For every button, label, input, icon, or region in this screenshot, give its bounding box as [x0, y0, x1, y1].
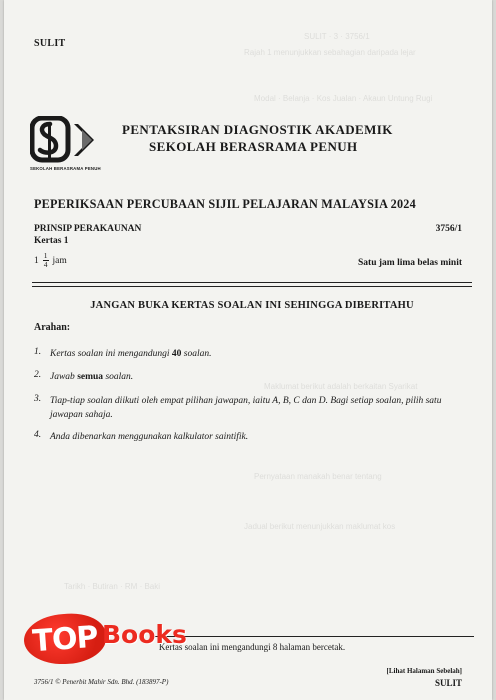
instruction-bold: 40	[171, 349, 182, 359]
subject-name: PRINSIP PERAKAUNAN	[34, 224, 142, 234]
instruction-number: 4.	[34, 430, 42, 440]
topbooks-watermark	[4, 606, 194, 676]
divider-top	[32, 282, 472, 283]
instruction-number: 3.	[34, 394, 42, 404]
instruction-item	[34, 394, 450, 422]
next-page-note: [Lihat Halaman Sebelah]	[386, 667, 462, 675]
instruction-text: Jawab	[50, 372, 78, 382]
logo-caption: SEKOLAH BERASRAMA PENUH	[30, 166, 101, 171]
instruction-bold: semua	[77, 372, 104, 382]
topbooks-badge: TOP	[22, 611, 107, 667]
instruction-item	[34, 347, 450, 361]
divider-top-thin	[32, 286, 472, 287]
exam-title: PEPERIKSAAN PERCUBAAN SIJIL PELAJARAN MALAYSIA 2024	[34, 197, 416, 211]
confidential-label-top: SULIT	[34, 38, 66, 49]
instruction-number: 2.	[34, 370, 42, 380]
duration-whole: 1	[34, 255, 39, 266]
duration-fraction-part	[43, 252, 49, 269]
instruction-text: Anda dibenarkan menggunakan kalkulator saintifik.	[50, 432, 249, 442]
duration-in-words: Satu jam lima belas minit	[358, 258, 462, 268]
divider-bottom	[154, 636, 474, 637]
instructions-label: Arahan:	[34, 322, 71, 333]
do-not-open-notice: JANGAN BUKA KERTAS SOALAN INI SEHINGGA DIBERITAHU	[90, 300, 414, 311]
instruction-text: soalan.	[181, 349, 212, 359]
organisation-line-2: SEKOLAH BERASRAMA PENUH	[149, 139, 358, 154]
instruction-item	[34, 370, 450, 384]
organisation-line-1: PENTAKSIRAN DIAGNOSTIK AKADEMIK	[122, 122, 393, 137]
duration-denominator: 4	[43, 260, 48, 269]
instruction-number: 1.	[34, 347, 42, 357]
paper-number: Kertas 1	[34, 236, 69, 246]
topbooks-wordmark: Books	[102, 620, 187, 649]
confidential-label-bottom: SULIT	[434, 678, 462, 688]
instruction-item	[34, 430, 450, 444]
bleed-through-text: SULIT · 3 · 3756/1 Rajah 1 menunjukkan sebahagian daripada lejar Modal · Belanja · Kos Jualan · Akaun Untung Rugi Maklumat berikut adalah berkaitan Syarikat Pernyataan manakah benar tentang Jadual berikut menunjukkan maklumat kos Tarikh · Butiran · RM · Baki	[64, 32, 433, 591]
duration-fraction	[34, 252, 67, 269]
paper-code: 3756/1	[435, 224, 462, 234]
instruction-text: Kertas soalan ini mengandungi	[50, 349, 172, 359]
instruction-text: soalan.	[103, 372, 134, 382]
copyright-line: 3756/1 © Penerbit Mahir Sdn. Bhd. (183897-P)	[34, 678, 169, 686]
instruction-text: Tiap-tiap soalan diikuti oleh empat pilihan jawapan, iaitu A, B, C dan D. Bagi setiap soalan, pilih satu jawapan sahaja.	[50, 396, 442, 420]
exam-cover-page	[4, 0, 492, 700]
page-count-note: Kertas soalan ini mengandungi 8 halaman bercetak.	[158, 642, 346, 652]
duration-numerator: 1	[43, 251, 48, 260]
duration-unit: jam	[52, 255, 67, 266]
